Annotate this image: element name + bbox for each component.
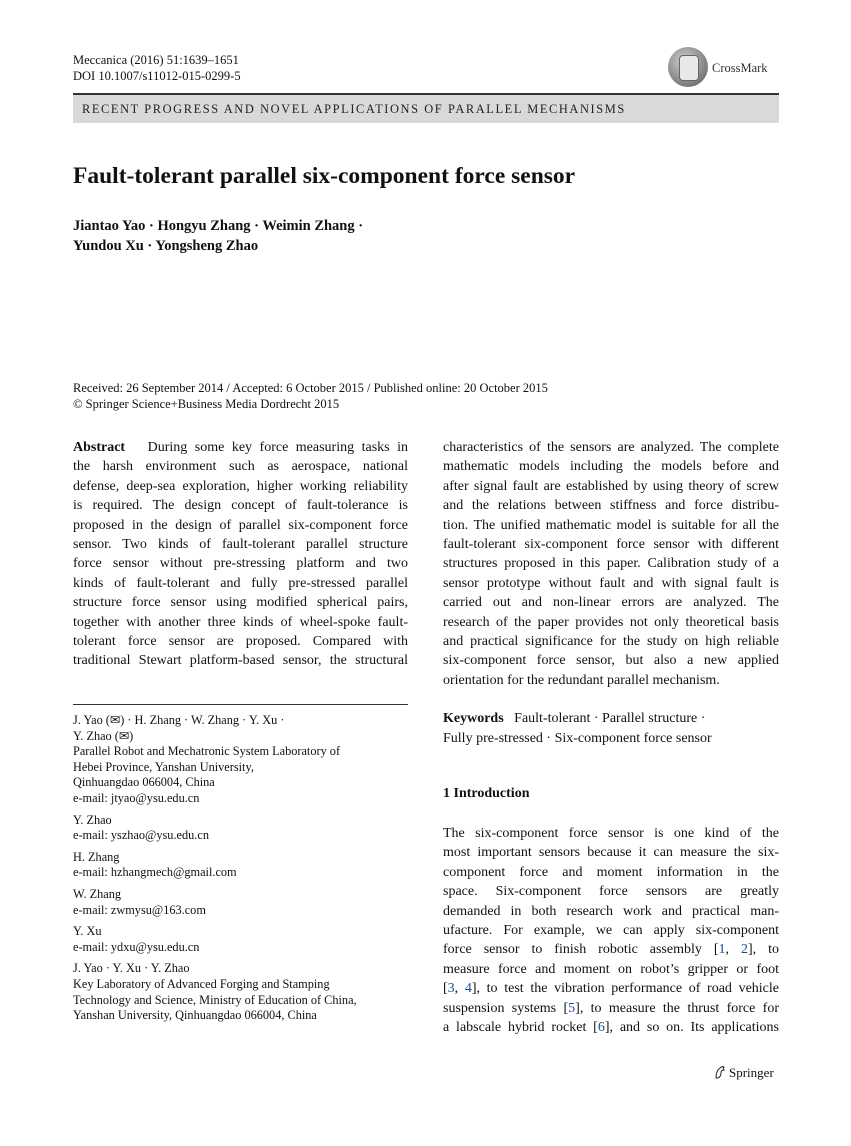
affiliation-group <box>73 887 408 918</box>
affiliation-line: Yanshan University, Qinhuangdao 066004, China <box>73 1008 317 1023</box>
abstract-line: force sensor without pre-stressing platform and two <box>73 556 408 572</box>
date-history: Received: 26 September 2014 / Accepted: 6 October 2015 / Published online: 20 October 2015 <box>73 381 548 395</box>
abstract-line: traditional Stewart platform-based sensor, the structural <box>73 653 408 669</box>
article-title: Fault-tolerant parallel six-component force sensor <box>73 163 576 189</box>
abstract-line: orientation for the redundant parallel mechanism. <box>443 672 720 688</box>
email-link[interactable]: e-mail: hzhangmech@gmail.com <box>73 865 237 880</box>
author-line: Yundou Xu · Yongsheng Zhao <box>73 238 259 254</box>
body-line: [3, 4], to test the vibration performance of road vehicle <box>443 981 779 997</box>
abstract-line: the harsh environment such as aerospace, national <box>73 459 408 475</box>
affiliation-line: Parallel Robot and Mechatronic System Laboratory of <box>73 744 341 759</box>
citation-link[interactable]: 1 <box>718 942 726 958</box>
citation-link[interactable]: 4 <box>464 981 472 997</box>
affiliation-divider <box>73 704 408 705</box>
doi[interactable]: DOI 10.1007/s11012-015-0299-5 <box>73 69 241 83</box>
abstract-left-column <box>73 438 408 671</box>
affiliation-group <box>73 713 408 807</box>
email-link[interactable]: e-mail: ydxu@ysu.edu.cn <box>73 939 200 954</box>
affiliation-line: Hebei Province, Yanshan University, <box>73 759 254 774</box>
publisher-name: Springer <box>729 1065 774 1080</box>
keywords-heading: Keywords <box>443 711 504 726</box>
abstract-line: defense, deep-sea exploration, higher working reliability <box>73 478 408 494</box>
body-line: force sensor to finish robotic assembly [1, 2], to <box>443 942 779 958</box>
affiliation-group <box>73 961 408 1023</box>
crossmark-label: CrossMark <box>712 61 768 75</box>
affiliation-line: Qinhuangdao 066004, China <box>73 775 215 790</box>
body-line: suspension systems [5], to measure the thrust force for <box>443 1000 780 1016</box>
crossmark-badge[interactable] <box>668 47 780 89</box>
body-line: most important sensors because it can measure the six- <box>443 845 779 861</box>
affiliation-line: J. Yao · Y. Xu · Y. Zhao <box>73 961 190 976</box>
affiliation-group <box>73 813 408 844</box>
banner-text: RECENT PROGRESS AND NOVEL APPLICATIONS OF PARALLEL MECHANISMS <box>82 102 626 116</box>
abstract-line: structures proposed in this paper. Calibration study of a <box>443 556 779 572</box>
affiliation-group <box>73 924 408 955</box>
abstract-line: sensor prototype without fault and with signal fault is <box>443 575 779 591</box>
abstract-right-column <box>443 438 779 690</box>
crossmark-icon <box>668 47 708 87</box>
abstract-line: research of the paper provides not only theoretical basis <box>443 614 779 630</box>
abstract-line: structure force sensor using modified spherical pairs, <box>73 595 408 611</box>
abstract-line: sensor. Two kinds of fault-tolerant parallel structure <box>73 536 408 552</box>
author-list <box>73 216 363 256</box>
abstract-line: tolerant force sensor are proposed. Compared with <box>73 633 408 649</box>
affiliation-line: W. Zhang <box>73 886 122 901</box>
abstract-line: six-component force sensor, but also a new applied <box>443 653 779 669</box>
keywords-line: Fully pre-stressed · Six-component force sensor <box>443 730 712 746</box>
email-link[interactable]: e-mail: yszhao@ysu.edu.cn <box>73 828 209 843</box>
publisher-logo <box>714 1065 774 1081</box>
abstract-line: and the relations between stiffness and force distribu- <box>443 498 779 514</box>
affiliations <box>73 713 408 1030</box>
email-link[interactable]: e-mail: zwmysu@163.com <box>73 902 206 917</box>
body-line: ufacture. For example, we can apply six-component <box>443 922 779 938</box>
journal-citation: Meccanica (2016) 51:1639–1651 <box>73 53 239 67</box>
copyright: © Springer Science+Business Media Dordrecht 2015 <box>73 397 340 411</box>
abstract-line: after signal fault are established by using theory of screw <box>443 478 779 494</box>
affiliation-line: Technology and Science, Ministry of Education of China, <box>73 992 357 1007</box>
section-heading: 1 Introduction <box>443 786 530 801</box>
citation-link[interactable]: 5 <box>568 1000 576 1016</box>
affiliation-line: Y. Zhao (✉) <box>73 728 134 743</box>
keywords <box>443 709 779 748</box>
affiliation-line: Key Laboratory of Advanced Forging and Stamping <box>73 976 330 991</box>
abstract-line: characteristics of the sensors are analyzed. The complete <box>443 440 779 455</box>
body-line: demanded in both research work and practical man- <box>443 903 779 919</box>
citation-link[interactable]: 6 <box>597 1019 605 1035</box>
abstract-line: and practical significance for the study on high reliable <box>443 633 779 649</box>
journal-header <box>73 52 241 84</box>
body-line: component force and moment information in the <box>443 864 779 880</box>
citation-link[interactable]: 2 <box>740 942 748 958</box>
body-line: space. Six-component force sensors are greatly <box>443 884 779 900</box>
abstract-line: together with another three kinds of wheel-spoke fault- <box>73 614 408 630</box>
abstract-line: kinds of fault-tolerant and fully pre-stressed parallel <box>73 575 408 591</box>
body-line: measure force and moment on robot’s gripper or foot <box>443 961 779 977</box>
abstract-heading: Abstract <box>73 440 126 455</box>
author-line: Jiantao Yao · Hongyu Zhang · Weimin Zhang · <box>73 218 364 234</box>
body-line: a labscale hybrid rocket [6], and so on. Its applications <box>443 1019 779 1035</box>
keywords-line: Keywords Fault-tolerant · Parallel structure · <box>443 711 706 726</box>
section-banner <box>73 93 779 123</box>
abstract-line: mathematic models including the models before and <box>443 459 779 475</box>
affiliation-line: H. Zhang <box>73 849 120 864</box>
affiliation-line: Y. Zhao <box>73 812 112 827</box>
abstract-line: proposed in the design of parallel six-component force <box>73 517 408 533</box>
affiliation-line: J. Yao (✉) · H. Zhang · W. Zhang · Y. Xu · <box>73 713 285 727</box>
abstract-line: tion. The unified mathematic model is suitable for all the <box>443 517 779 533</box>
abstract-line: fault-tolerant six-component force sensor with different <box>443 536 779 552</box>
body-line: The six-component force sensor is one kind of the <box>443 826 779 841</box>
citation-link[interactable]: 3 <box>447 981 455 997</box>
affiliation-line: Y. Xu <box>73 924 102 939</box>
abstract-line: carried out and non-linear errors are analyzed. The <box>443 595 779 611</box>
springer-horse-icon <box>714 1065 726 1079</box>
email-link[interactable]: e-mail: jtyao@ysu.edu.cn <box>73 790 200 805</box>
introduction-text <box>443 824 779 1037</box>
affiliation-group <box>73 850 408 881</box>
abstract-line: Abstract During some key force measuring tasks in <box>73 440 408 455</box>
publication-dates <box>73 380 548 412</box>
abstract-line: is required. The design concept of fault-tolerance is <box>73 498 408 514</box>
